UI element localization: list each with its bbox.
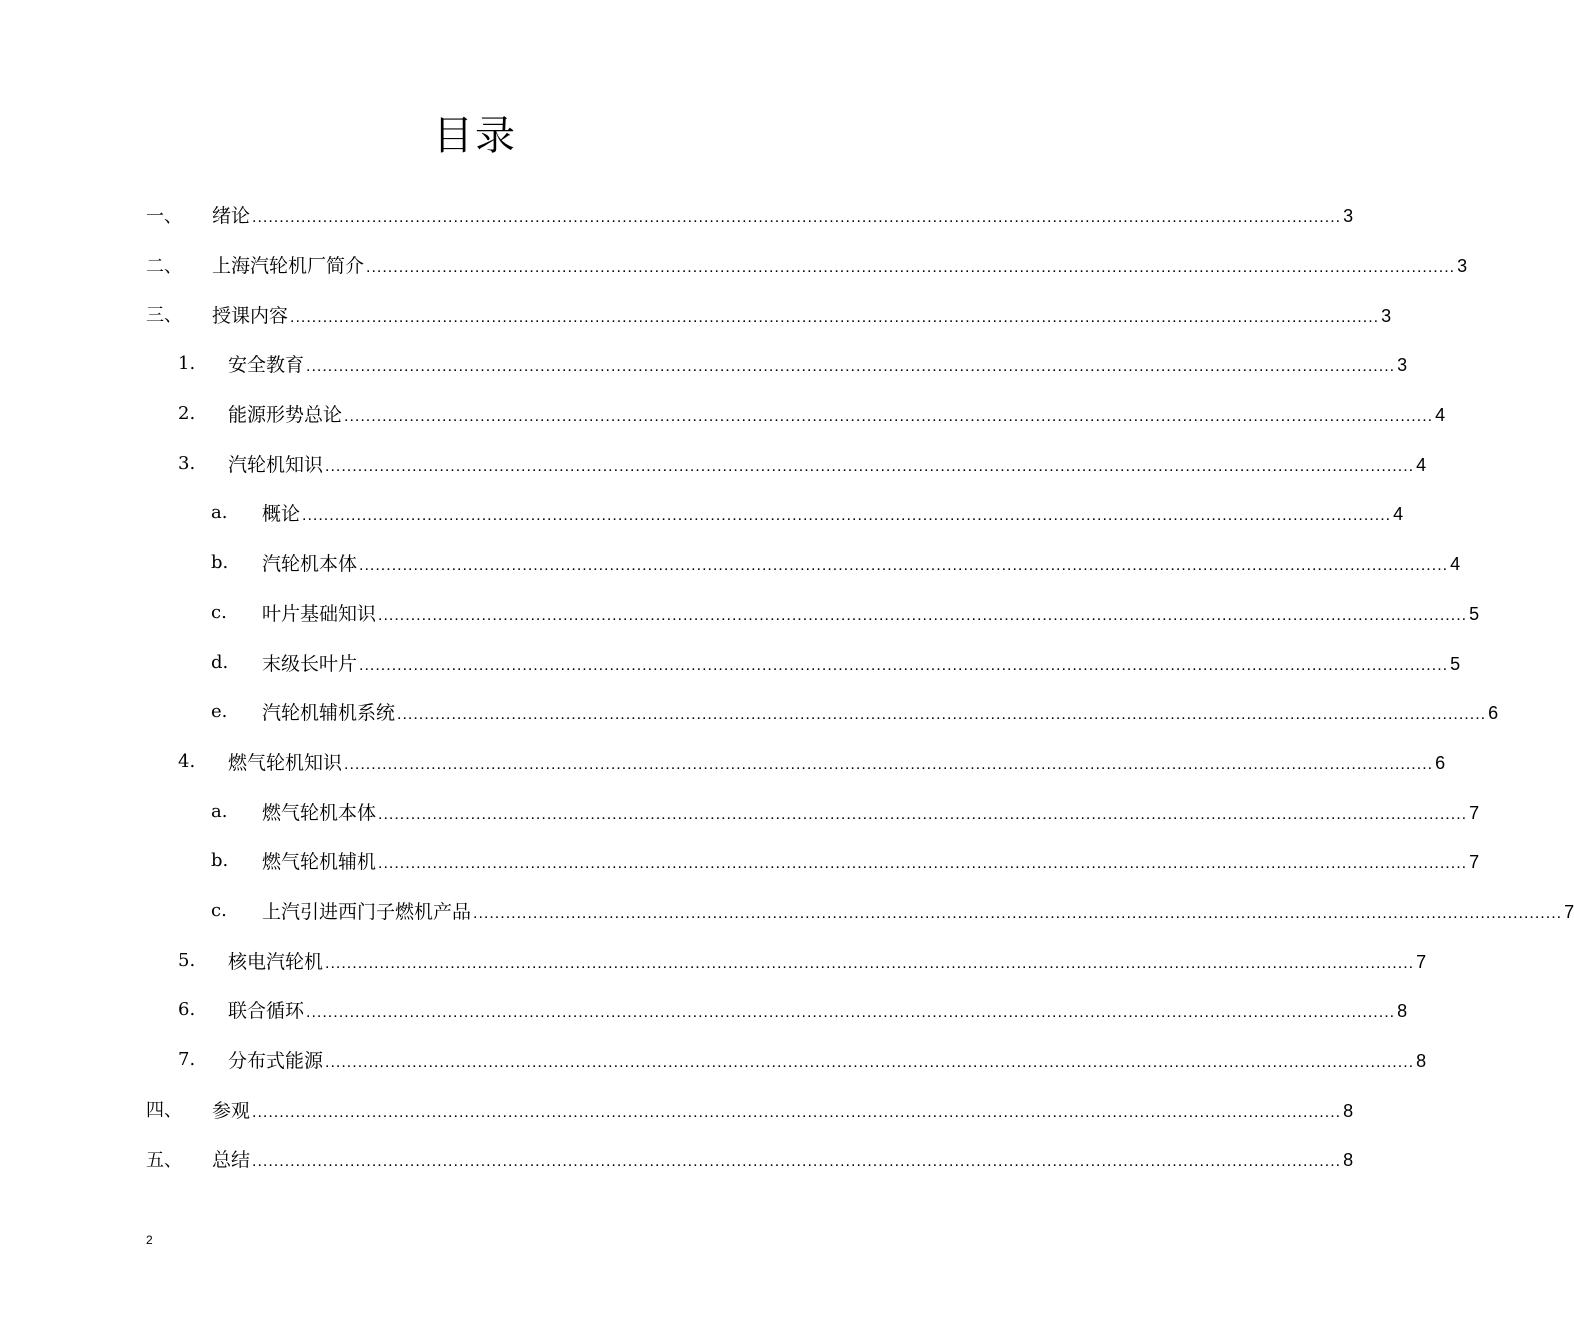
toc-entry[interactable] [0, 687, 1499, 737]
toc-entry-label: 分布式能源 [228, 1046, 323, 1073]
toc-entry-line [228, 1046, 1427, 1073]
toc-entry-number: 二、 [146, 255, 182, 277]
toc-entry-number: e. [211, 701, 228, 723]
toc-entry-number: a. [211, 502, 228, 524]
toc-entry-line [262, 649, 1461, 676]
toc-entry-page: 6 [1435, 752, 1446, 773]
toc-entry[interactable] [0, 1035, 1427, 1085]
toc-entry-line [262, 897, 1574, 924]
page-title: 目录 [433, 113, 517, 159]
toc-entry-label: 总结 [212, 1145, 250, 1172]
toc-entry-number: c. [211, 601, 227, 623]
toc-entry-label: 核电汽轮机 [228, 947, 323, 974]
toc-entry-page: 4 [1435, 405, 1446, 426]
toc-dot-leader: ........................................................................................................................................................................................................ [366, 259, 1456, 277]
toc-entry-label: 能源形势总论 [228, 400, 342, 427]
toc-entry[interactable] [0, 737, 1446, 787]
toc-entry[interactable] [0, 1084, 1354, 1134]
toc-entry-line [228, 350, 1408, 377]
toc-entry-number: 6. [178, 999, 196, 1021]
toc-entry-page: 4 [1393, 504, 1404, 525]
toc-entry-line [212, 201, 1354, 228]
toc-entry-page: 7 [1564, 901, 1574, 922]
toc-entry-line [262, 599, 1480, 626]
toc-entry-number: 3. [178, 452, 196, 474]
toc-entry[interactable] [0, 339, 1408, 389]
toc-entry-number: 四、 [146, 1100, 182, 1122]
toc-entry-line [212, 1096, 1354, 1123]
toc-entry-page: 3 [1381, 305, 1392, 326]
toc-dot-leader: ........................................................................................................................................................................................................ [252, 1103, 1342, 1121]
toc-entry-number: 一、 [146, 205, 182, 227]
toc-dot-leader: ........................................................................................................................................................................................................ [325, 1054, 1415, 1072]
toc-entry-line [212, 1145, 1354, 1172]
toc-entry[interactable] [0, 588, 1480, 638]
toc-entry-page: 8 [1343, 1100, 1354, 1121]
toc-entry[interactable] [0, 240, 1468, 290]
page-number: 2 [146, 1233, 153, 1247]
toc-entry-line [262, 549, 1461, 576]
toc-dot-leader: ........................................................................................................................................................................................................ [344, 755, 1434, 773]
toc-entry[interactable] [0, 389, 1446, 439]
toc-dot-leader: ........................................................................................................................................................................................................ [397, 706, 1487, 724]
toc-entry-label: 绪论 [212, 201, 250, 228]
toc-entry-page: 7 [1469, 802, 1480, 823]
toc-entry-label: 末级长叶片 [262, 649, 357, 676]
toc-dot-leader: ........................................................................................................................................................................................................ [378, 606, 1468, 624]
toc-dot-leader: ........................................................................................................................................................................................................ [306, 358, 1396, 376]
toc-entry-label: 授课内容 [212, 301, 288, 328]
toc-entry-number: c. [211, 899, 227, 921]
toc-entry-label: 汽轮机本体 [262, 549, 357, 576]
toc-entry-number: 三、 [146, 305, 182, 327]
toc-entry-label: 安全教育 [228, 350, 304, 377]
table-of-contents [0, 190, 1574, 1184]
toc-dot-leader: ........................................................................................................................................................................................................ [473, 904, 1563, 922]
toc-dot-leader: ........................................................................................................................................................................................................ [290, 308, 1380, 326]
toc-entry[interactable] [0, 190, 1354, 240]
toc-entry-page: 8 [1397, 1001, 1408, 1022]
toc-entry-number: 4. [178, 750, 196, 772]
toc-entry-label: 联合循环 [228, 996, 304, 1023]
toc-entry-page: 3 [1457, 256, 1468, 277]
toc-entry-number: b. [211, 850, 229, 872]
toc-entry-page: 7 [1416, 951, 1427, 972]
toc-entry-line [228, 450, 1427, 477]
toc-entry-label: 上汽引进西门子燃机产品 [262, 897, 471, 924]
toc-entry-line [228, 996, 1408, 1023]
toc-entry[interactable] [0, 637, 1461, 687]
toc-entry[interactable] [0, 1134, 1354, 1184]
toc-entry-label: 燃气轮机知识 [228, 748, 342, 775]
toc-dot-leader: ........................................................................................................................................................................................................ [359, 557, 1449, 575]
toc-entry-line [228, 400, 1446, 427]
toc-entry-page: 4 [1450, 554, 1461, 575]
toc-entry[interactable] [0, 985, 1408, 1035]
toc-entry-label: 叶片基础知识 [262, 599, 376, 626]
toc-dot-leader: ........................................................................................................................................................................................................ [344, 408, 1434, 426]
toc-dot-leader: ........................................................................................................................................................................................................ [252, 1153, 1342, 1171]
toc-dot-leader: ........................................................................................................................................................................................................ [378, 805, 1468, 823]
toc-entry-number: 5. [178, 949, 196, 971]
toc-dot-leader: ........................................................................................................................................................................................................ [302, 507, 1392, 525]
toc-entry-label: 燃气轮机辅机 [262, 847, 376, 874]
toc-entry-page: 4 [1416, 454, 1427, 475]
toc-entry-number: 2. [178, 403, 196, 425]
toc-entry-line [212, 251, 1468, 278]
toc-entry-label: 汽轮机辅机系统 [262, 698, 395, 725]
toc-entry[interactable] [0, 935, 1427, 985]
toc-entry-number: 1. [178, 353, 196, 375]
toc-dot-leader: ........................................................................................................................................................................................................ [325, 954, 1415, 972]
toc-dot-leader: ........................................................................................................................................................................................................ [325, 457, 1415, 475]
toc-entry-page: 6 [1488, 703, 1499, 724]
toc-entry[interactable] [0, 836, 1480, 886]
toc-entry-line [228, 748, 1446, 775]
toc-entry-number: 7. [178, 1049, 196, 1071]
toc-entry-page: 7 [1469, 852, 1480, 873]
toc-dot-leader: ........................................................................................................................................................................................................ [252, 209, 1342, 227]
toc-entry-line [212, 301, 1392, 328]
toc-entry-label: 汽轮机知识 [228, 450, 323, 477]
toc-entry-page: 5 [1450, 653, 1461, 674]
toc-entry-line [262, 798, 1480, 825]
toc-entry-line [262, 847, 1480, 874]
toc-entry[interactable] [0, 786, 1480, 836]
toc-entry-number: d. [211, 651, 229, 673]
toc-entry-number: a. [211, 800, 228, 822]
toc-entry-line [228, 947, 1427, 974]
toc-entry[interactable] [0, 538, 1461, 588]
toc-entry-page: 3 [1343, 206, 1354, 227]
toc-entry[interactable] [0, 289, 1392, 339]
toc-entry-line [262, 499, 1404, 526]
toc-entry-label: 参观 [212, 1096, 250, 1123]
toc-entry-number: 五、 [146, 1149, 182, 1171]
toc-entry-number: b. [211, 552, 229, 574]
toc-entry-label: 上海汽轮机厂简介 [212, 251, 364, 278]
toc-dot-leader: ........................................................................................................................................................................................................ [359, 656, 1449, 674]
toc-entry-page: 8 [1343, 1150, 1354, 1171]
toc-dot-leader: ........................................................................................................................................................................................................ [306, 1004, 1396, 1022]
toc-entry[interactable] [0, 488, 1404, 538]
toc-entry-page: 3 [1397, 355, 1408, 376]
toc-dot-leader: ........................................................................................................................................................................................................ [378, 855, 1468, 873]
toc-entry-page: 8 [1416, 1051, 1427, 1072]
toc-entry[interactable] [0, 886, 1574, 936]
toc-entry[interactable] [0, 438, 1427, 488]
toc-entry-label: 概论 [262, 499, 300, 526]
toc-entry-page: 5 [1469, 603, 1480, 624]
toc-entry-line [262, 698, 1499, 725]
toc-entry-label: 燃气轮机本体 [262, 798, 376, 825]
